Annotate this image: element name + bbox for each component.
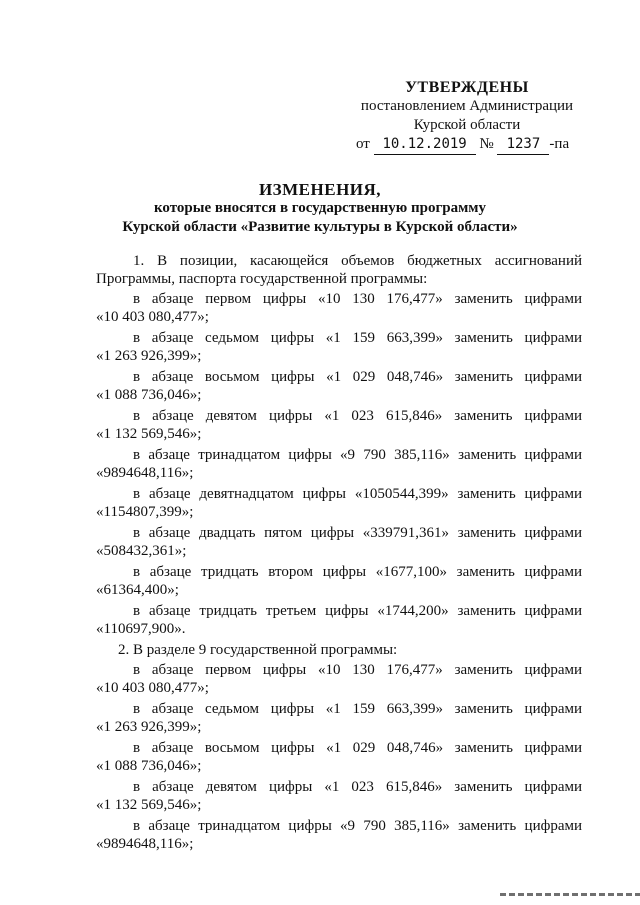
amendment-item (96, 407, 582, 443)
amendment-item (96, 739, 582, 775)
amendment-item (96, 485, 582, 521)
approval-line-1: постановлением Администрации (360, 98, 574, 114)
amendment-line-1: в абзаце девятнадцатом цифры «1050544,399» заменить цифрами (133, 486, 582, 502)
amendment-item (96, 329, 582, 365)
amendment-item (96, 661, 582, 697)
document-body (96, 252, 582, 856)
amendment-item (96, 290, 582, 326)
amendment-item (96, 368, 582, 404)
amendment-line-2: «61364,400»; (96, 582, 179, 598)
scan-artifact (500, 893, 640, 896)
from-label: от (356, 136, 370, 152)
amendment-line-2: «1 132 569,546»; (96, 426, 202, 442)
number-sign: № (479, 136, 494, 152)
amendment-line-1: в абзаце седьмом цифры «1 159 663,399» заменить цифрами (133, 330, 582, 346)
section-1-intro: 1. В позиции, касающейся объемов бюджетных ассигнований Программы, паспорта государственной программы: (96, 253, 582, 287)
amendment-line-1: в абзаце тринадцатом цифры «9 790 385,116» заменить цифрами (133, 447, 582, 463)
amendment-line-2: «9894648,116»; (96, 836, 194, 852)
amendment-line-1: в абзаце седьмом цифры «1 159 663,399» заменить цифрами (133, 701, 582, 717)
document-heading (60, 180, 580, 237)
amendment-item (96, 602, 582, 638)
amendment-line-2: «110697,900». (96, 621, 186, 637)
decree-number: 1237 (497, 135, 549, 155)
section-2-intro: 2. В разделе 9 государственной программы: (118, 642, 398, 658)
heading-line-3: Курской области «Развитие культуры в Курской области» (122, 219, 518, 235)
amendment-line-1: в абзаце тринадцатом цифры «9 790 385,116» заменить цифрами (133, 818, 582, 834)
amendment-item (96, 778, 582, 814)
amendment-line-2: «1154807,399»; (96, 504, 194, 520)
approval-dateline (352, 135, 582, 155)
number-suffix: -па (549, 136, 570, 152)
amendment-item (96, 817, 582, 853)
amendment-line-1: в абзаце тридцать втором цифры «1677,100» заменить цифрами (133, 564, 582, 580)
approval-title: УТВЕРЖДЕНЫ (405, 79, 529, 96)
amendment-item (96, 446, 582, 482)
amendment-line-1: в абзаце восьмом цифры «1 029 048,746» заменить цифрами (133, 369, 582, 385)
amendment-line-1: в абзаце девятом цифры «1 023 615,846» заменить цифрами (133, 779, 582, 795)
amendment-line-2: «1 088 736,046»; (96, 387, 202, 403)
amendment-line-2: «10 403 080,477»; (96, 309, 209, 325)
approval-line-2: Курской области (413, 117, 521, 133)
amendment-line-1: в абзаце восьмом цифры «1 029 048,746» заменить цифрами (133, 740, 582, 756)
amendment-line-2: «1 263 926,399»; (96, 348, 202, 364)
amendment-item (96, 700, 582, 736)
amendment-line-1: в абзаце двадцать пятом цифры «339791,361» заменить цифрами (133, 525, 582, 541)
section-1-items (96, 290, 582, 638)
heading-line-2: которые вносятся в государственную программу (153, 200, 487, 216)
amendment-line-1: в абзаце тридцать третьем цифры «1744,200» заменить цифрами (133, 603, 582, 619)
section-2-items (96, 661, 582, 853)
amendment-line-2: «9894648,116»; (96, 465, 194, 481)
amendment-item (96, 524, 582, 560)
decree-date: 10.12.2019 (374, 135, 476, 155)
amendment-line-2: «1 088 736,046»; (96, 758, 202, 774)
amendment-line-2: «10 403 080,477»; (96, 680, 209, 696)
amendment-item (96, 563, 582, 599)
amendment-line-1: в абзаце первом цифры «10 130 176,477» заменить цифрами (133, 291, 582, 307)
amendment-line-2: «1 132 569,546»; (96, 797, 202, 813)
amendment-line-2: «508432,361»; (96, 543, 187, 559)
approval-block (352, 78, 582, 155)
amendment-line-1: в абзаце девятом цифры «1 023 615,846» заменить цифрами (133, 408, 582, 424)
heading-title: ИЗМЕНЕНИЯ, (258, 180, 382, 199)
amendment-line-2: «1 263 926,399»; (96, 719, 202, 735)
amendment-line-1: в абзаце первом цифры «10 130 176,477» заменить цифрами (133, 662, 582, 678)
